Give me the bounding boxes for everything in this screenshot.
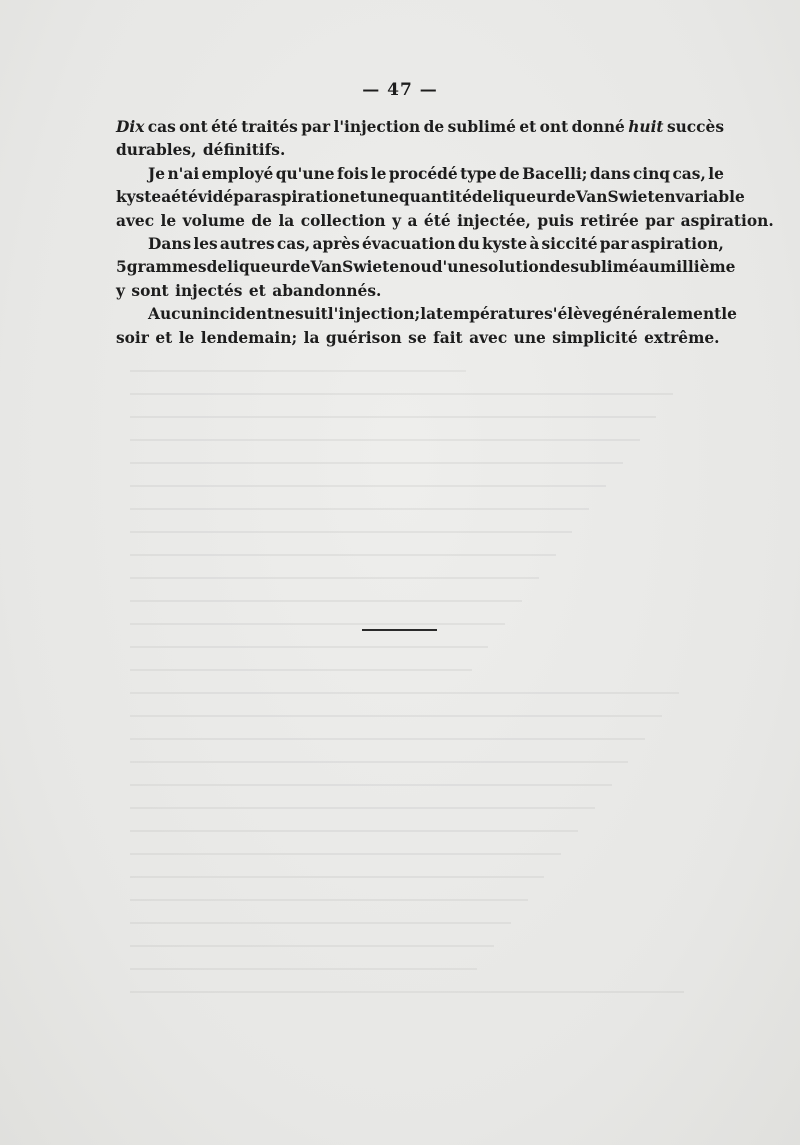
word: après	[312, 234, 360, 253]
word: par	[599, 234, 629, 253]
word: par	[645, 211, 675, 230]
word: de	[423, 118, 445, 136]
text-line	[116, 280, 724, 303]
text-line	[116, 186, 745, 209]
word: aspiration	[262, 188, 350, 207]
word: se	[408, 328, 427, 347]
word: injectés	[175, 281, 243, 300]
word: kyste	[481, 234, 528, 253]
word: du	[457, 234, 480, 253]
word: le	[160, 211, 177, 230]
word: et	[248, 281, 266, 300]
word: autres	[219, 234, 275, 253]
word: grammes	[126, 258, 207, 277]
word: Dix	[116, 118, 145, 136]
word: de	[499, 164, 520, 183]
word: ont	[179, 118, 208, 136]
word: les	[193, 234, 218, 253]
text-line	[116, 256, 736, 279]
word: simplicité	[552, 328, 638, 347]
word: sublimé	[570, 258, 639, 277]
word: par	[233, 188, 263, 207]
word: guérison	[325, 328, 402, 347]
word: cas	[147, 118, 176, 136]
word: avec	[116, 211, 155, 230]
word: cas,	[276, 234, 311, 253]
word: et	[155, 328, 173, 347]
word: la	[303, 328, 320, 347]
text-line	[116, 233, 724, 256]
word: aspiration,	[630, 234, 724, 253]
text-line	[116, 116, 724, 139]
word: Dans	[148, 234, 192, 253]
word: le	[721, 305, 737, 324]
word: Bacelli;	[522, 164, 588, 183]
word: succès	[666, 118, 724, 136]
word: Je	[148, 164, 166, 183]
word: été	[423, 211, 451, 230]
word: de	[555, 188, 576, 207]
text-line	[116, 303, 737, 326]
word: volume	[182, 211, 245, 230]
word: traités	[241, 118, 298, 136]
word: l'injection	[333, 118, 421, 136]
word: généralement	[601, 305, 722, 324]
word: lendemain;	[200, 328, 298, 347]
word: Swieten	[607, 188, 676, 207]
word: température	[436, 305, 545, 324]
word: collection	[300, 211, 386, 230]
word: évacuation	[361, 234, 456, 253]
word: incident	[202, 305, 274, 324]
word: une	[513, 328, 546, 347]
word: été	[211, 118, 238, 136]
text-line	[116, 139, 724, 162]
word: n'ai	[167, 164, 200, 183]
word: de	[471, 188, 493, 207]
word: huit	[628, 118, 664, 136]
word: Aucun	[148, 305, 203, 324]
word: s'élève	[544, 305, 602, 324]
word: siccité	[541, 234, 598, 253]
word: kyste	[116, 188, 162, 207]
word: la	[278, 211, 295, 230]
word: Van	[310, 258, 343, 277]
word: avec	[469, 328, 508, 347]
word: puis	[537, 211, 574, 230]
word: vidé	[197, 188, 234, 207]
word: fois	[336, 164, 369, 183]
word: type	[460, 164, 497, 183]
word: solution	[479, 258, 550, 277]
page-number: — 47 —	[362, 80, 438, 100]
word: de	[289, 258, 311, 277]
word: au	[638, 258, 660, 277]
word: a	[161, 188, 172, 207]
word: et	[349, 188, 367, 207]
word: Swieten	[342, 258, 411, 277]
word: l'injection;	[327, 305, 421, 324]
word: ont	[539, 118, 569, 136]
word: dans	[589, 164, 631, 183]
word: sublimé	[447, 118, 516, 136]
word: cas,	[672, 164, 706, 183]
word: durables,	[116, 141, 197, 160]
word: aspiration.	[680, 211, 774, 230]
word: procédé	[388, 164, 458, 183]
word: le	[708, 164, 724, 183]
word: qu'une	[275, 164, 335, 183]
word: injectée,	[457, 211, 531, 230]
word: liqueur	[227, 258, 290, 277]
word: sont	[131, 281, 169, 300]
word: définitifs.	[202, 141, 286, 160]
word: millième	[659, 258, 736, 277]
word: de	[251, 211, 272, 230]
word: y	[392, 211, 402, 230]
word: extrême.	[644, 328, 720, 347]
word: variable	[675, 188, 745, 207]
word: de	[549, 258, 571, 277]
text-line	[116, 163, 724, 186]
word: soir	[116, 328, 149, 347]
body-text	[116, 116, 774, 350]
word: d'une	[431, 258, 480, 277]
word: fait	[433, 328, 463, 347]
word: 5	[116, 258, 127, 277]
word: quantité	[398, 188, 472, 207]
section-rule	[362, 629, 437, 631]
word: a	[407, 211, 418, 230]
text-line	[116, 210, 774, 233]
word: et	[519, 118, 537, 136]
word: le	[370, 164, 387, 183]
word: donné	[571, 118, 625, 136]
word: ne	[274, 305, 295, 324]
word: été	[171, 188, 198, 207]
word: par	[301, 118, 331, 136]
show-through-texture	[130, 370, 690, 1060]
word: la	[420, 305, 437, 324]
word: cinq	[632, 164, 671, 183]
word: retirée	[580, 211, 639, 230]
word: le	[178, 328, 195, 347]
word: une	[366, 188, 399, 207]
word: y	[116, 281, 125, 300]
word: Van	[575, 188, 608, 207]
word: de	[206, 258, 228, 277]
word: abandonnés.	[272, 281, 382, 300]
word: employé	[201, 164, 274, 183]
word: liqueur	[492, 188, 556, 207]
word: suit	[294, 305, 328, 324]
text-line	[116, 327, 724, 350]
word: ou	[410, 258, 432, 277]
word: à	[529, 234, 540, 253]
